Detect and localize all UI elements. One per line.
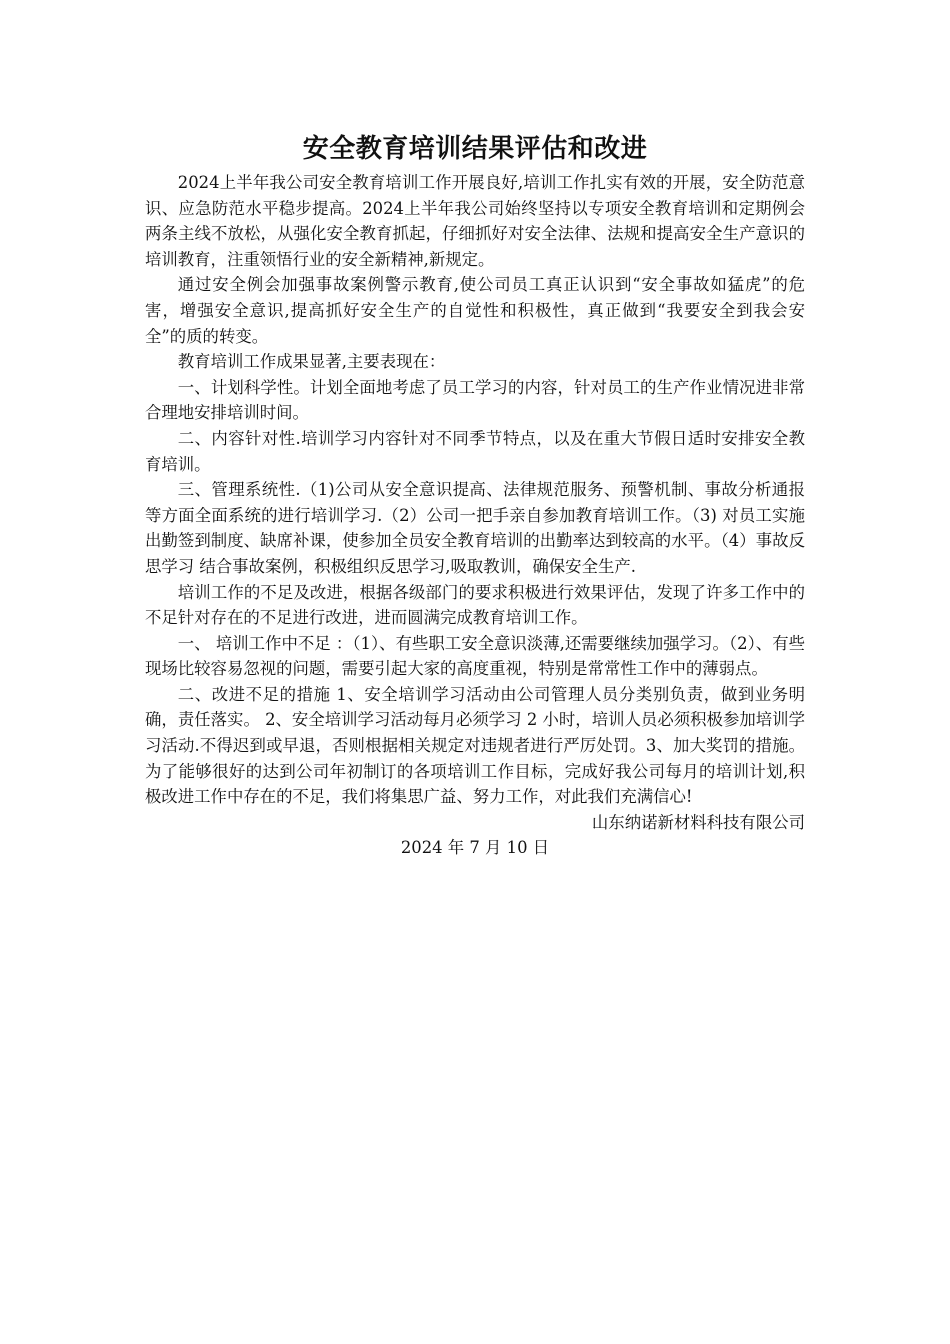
paragraph-management: 三、管理系统性.（1)公司从安全意识提高、法律规范服务、预警机制、事故分析通报等方面全面系统的进行培训学习.（2）公司一把手亲自参加教育培训工作。（3) 对员工实施出勤签到制度、缺席补课，使参加全员安全教育培训的出勤率达到较高的水平。（4）事故反思学习 结合事故案例，积极组织反思学习,吸取教训，确保安全生产. [145,480,805,576]
paragraph-overview: 2024上半年我公司安全教育培训工作开展良好,培训工作扎实有效的开展，安全防范意识、应急防范水平稳步提高。2024上半年我公司始终坚持以专项安全教育培训和定期例会两条主线不放松，从强化安全教育抓起，仔细抓好对安全法律、法规和提高安全生产意识的培训教育，注重领悟行业的安全新精神,新规定。 [145,173,805,269]
company-signature: 山东纳诺新材料科技有限公司 [591,812,805,832]
document-body [145,131,805,861]
paragraph-results-intro: 教育培训工作成果显著,主要表现在： [177,352,446,372]
paragraph-warning-education: 通过安全例会加强事故案例警示教育,使公司员工真正认识到“安全事故如猛虎”的危害，增强安全意识,提高抓好安全生产的自觉性和积极性，真正做到“我要安全到我会安全”的质的转变。 [145,275,805,346]
paragraph-shortcomings-intro: 培训工作的不足及改进，根据各级部门的要求积极进行效果评估，发现了许多工作中的不足针对存在的不足进行改进，进而圆满完成教育培训工作。 [145,582,805,628]
paragraph-planning: 一、计划科学性。计划全面地考虑了员工学习的内容，针对员工的生产作业情况进非常合理地安排培训时间。 [145,377,805,423]
document-title: 安全教育培训结果评估和改进 [302,134,648,164]
paragraph-content: 二、内容针对性.培训学习内容针对不同季节特点，以及在重大节假日适时安排安全教育培训。 [145,428,805,474]
document-date: 2024 年 7 月 10 日 [400,838,550,858]
paragraph-shortcomings: 一、 培训工作中不足 ：（1）、有些职工安全意识淡薄,还需要继续加强学习。（2）、有些现场比较容易忽视的问题，需要引起大家的高度重视，特别是常常性工作中的薄弱点。 [145,633,805,679]
paragraph-improvements: 二、改进不足的措施 1、安全培训学习活动由公司管理人员分类别负责，做到业务明确，责任落实。 2、安全培训学习活动每月必须学习 2 小时，培训人员必须积极参加培训学习活动.不得迟到或早退，否则根据相关规定对违规者进行严厉处罚。3、加大奖罚的措施。 为了能够很好的达到公司年初制订的各项培训工作目标，完成好我公司每月的培训计划,积极改进工作中存在的不足，我们将集思广益、努力工作，对此我们充满信心! [145,684,805,807]
